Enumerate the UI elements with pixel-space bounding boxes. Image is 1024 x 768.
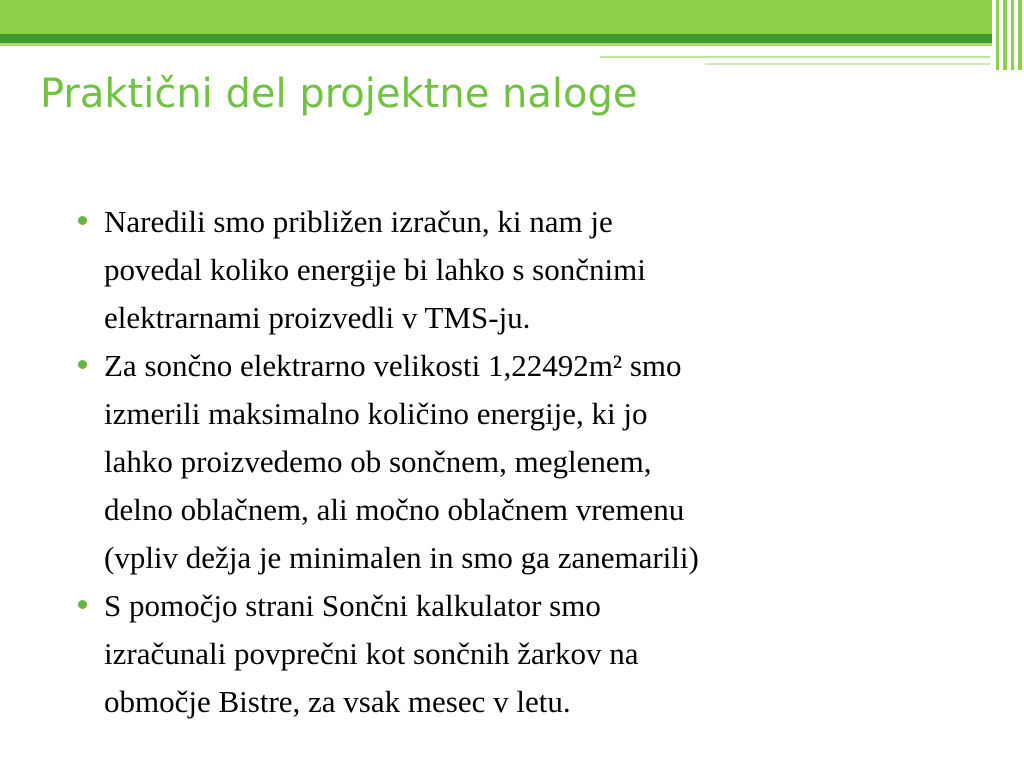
bullet-dot-icon — [78, 216, 87, 225]
bullet-dot-icon — [78, 600, 87, 609]
header-banner — [0, 0, 992, 34]
slide-title: Praktični del projektne naloge — [40, 71, 638, 117]
header-thin-stripe — [0, 43, 992, 46]
bullet-item — [72, 198, 972, 342]
header-stripe — [0, 34, 992, 43]
bullet-line: povedal koliko energije bi lahko s sončnimi — [104, 252, 646, 287]
bullet-line: območje Bistre, za vsak mesec v letu. — [104, 684, 571, 719]
bullet-item — [72, 582, 972, 726]
bullet-line: S pomočjo strani Sončni kalkulator smo — [104, 588, 601, 623]
bullet-line: Naredili smo približen izračun, ki nam je — [104, 204, 613, 239]
bullet-dot-icon — [78, 360, 87, 369]
bullet-line: izmerili maksimalno količino energije, ki jo — [104, 396, 648, 431]
bullet-list — [72, 198, 972, 726]
header-accent-line — [600, 56, 990, 58]
bullet-line: lahko proizvedemo ob sončnem, meglenem, — [104, 444, 652, 479]
bullet-item — [72, 342, 972, 582]
bullet-line: elektrarnami proizvedli v TMS-ju. — [104, 300, 531, 335]
header-accent-line — [705, 63, 990, 65]
bullet-line: izračunali povprečni kot sončnih žarkov na — [104, 636, 639, 671]
corner-stripes — [994, 0, 1024, 70]
bullet-line: Za sončno elektrarno velikosti 1,22492m² smo — [104, 348, 682, 383]
bullet-line: delno oblačnem, ali močno oblačnem vremenu — [104, 492, 685, 527]
bullet-line: (vpliv dežja je minimalen in smo ga zanemarili) — [104, 540, 699, 575]
